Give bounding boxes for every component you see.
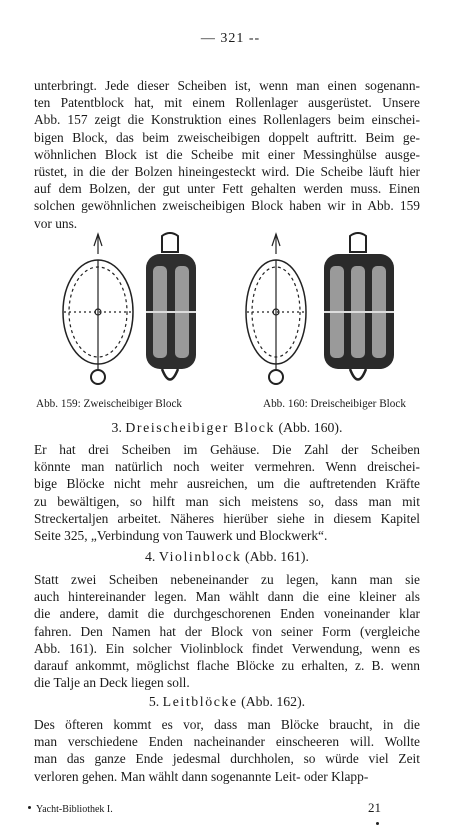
section-heading-5 — [34, 694, 420, 710]
section-number: 5. — [148, 694, 160, 709]
text-line: Des öfteren kommt es vor, dass man Blöcke braucht, in die — [34, 717, 420, 732]
text-line: Er hat drei Scheiben im Gehäuse. Die Zahl der Scheiben — [34, 442, 420, 457]
section-title: Violinblock — [158, 549, 242, 564]
text-line: solchen gewöhnlichen zweischeibigen Block haben wir in Abb. 159 — [34, 198, 420, 214]
block-outline-drawing — [246, 234, 306, 384]
section-heading-3 — [34, 420, 420, 436]
block-outline-drawing — [63, 234, 133, 384]
figure-caption-160: Abb. 160: Dreischeibiger Block — [263, 398, 406, 410]
text-line: verloren gehen. Man wählt dann sogenannte Leit- oder Klapp- — [34, 768, 369, 784]
section-heading-4 — [34, 549, 420, 565]
block-shaded-drawing — [324, 233, 394, 380]
text-line: ten Patentblock hat, mit einem Rollenlager ausgerüstet. Unsere — [34, 95, 420, 111]
block-shaded-drawing — [146, 233, 196, 380]
figure-three-sheave-block — [238, 232, 418, 392]
text-line: bige Blöcke nicht mehr ausreichen, um die auftretenden Kräfte — [34, 476, 420, 492]
text-line: rüstet, in die der Bolzen hineingesteckt wird. Die Scheibe läuft hier — [34, 164, 420, 180]
text-line: man verschiedene Enden nacheinander einscheeren will. Wollte — [34, 734, 420, 750]
margin-dot — [376, 822, 379, 825]
intro-paragraph — [34, 77, 420, 232]
margin-dot — [28, 806, 31, 809]
text-line: man das ganze Ende jedesmal durchholen, so würde viel Zeit — [34, 751, 420, 767]
text-line: unterbringt. Jede dieser Scheiben ist, wenn man einen sogenann- — [34, 78, 420, 93]
text-line: Abb. 161). Ein solcher Violinblock findet Verwendung, wenn es — [34, 640, 420, 656]
text-line: Abb. 157 zeigt die Konstruktion eines Rollenlagers beim einschei- — [34, 112, 420, 128]
text-line: bigen Block, das beim zweischeibigen doppelt auftritt. Beim ge- — [34, 129, 420, 145]
page-number: — 321 -- — [200, 31, 261, 46]
text-line: könnte man natürlich noch weiter vermehren. Wenn dreischei- — [34, 459, 420, 475]
footer-signature-mark: 21 — [368, 800, 381, 815]
text-line: Seite 325, „Verbindung von Tauwerk und Blockwerk“. — [34, 528, 328, 544]
text-line: darauf ankommt, möglichst flache Blöcke zu erhalten, z. B. wenn — [34, 658, 420, 674]
section-number: 4. — [145, 549, 156, 564]
text-line: wöhnlichen Block ist die Scheibe mit einer Messinghülse ausge- — [34, 146, 420, 162]
text-line: die Talje an Deck liegen soll. — [34, 675, 190, 691]
section-ref: (Abb. 160). — [278, 420, 343, 435]
section-5-paragraph — [34, 716, 420, 785]
footer-series-title: Yacht-Bibliothek I. — [36, 804, 113, 815]
section-title: Leitblöcke — [162, 694, 238, 709]
figure-two-sheave-block — [50, 232, 220, 392]
section-ref: (Abb. 161). — [244, 549, 309, 564]
section-ref: (Abb. 162). — [241, 694, 306, 709]
text-line: die andere, damit die durchgeschorenen Enden voneinander klar — [34, 606, 420, 622]
section-4-paragraph — [34, 571, 420, 691]
text-line: zu bewältigen, so hilft man sich meistens so, dass man mit — [34, 493, 420, 509]
text-line: vor uns. — [34, 215, 78, 231]
text-line: Streckertaljen arbeitet. Näheres hierüber siehe in diesem Kapitel — [34, 510, 420, 526]
section-number: 3. — [111, 420, 122, 435]
figure-caption-159: Abb. 159: Zweischeibiger Block — [36, 398, 183, 410]
text-line: Statt zwei Scheiben nebeneinander zu legen, kann man sie — [34, 572, 420, 587]
section-3-paragraph — [34, 441, 420, 544]
text-line: auf dem Bolzen, der gut unter Fett gehalten werden muss. Einen — [34, 181, 420, 197]
text-line: fahren. Den Namen hat der Block von seiner Form (vergleiche — [34, 623, 420, 639]
text-line: auch hintereinander legen. Man wählt dann die eine kleiner als — [34, 589, 420, 605]
section-title: Dreischeibiger Block — [125, 420, 275, 435]
